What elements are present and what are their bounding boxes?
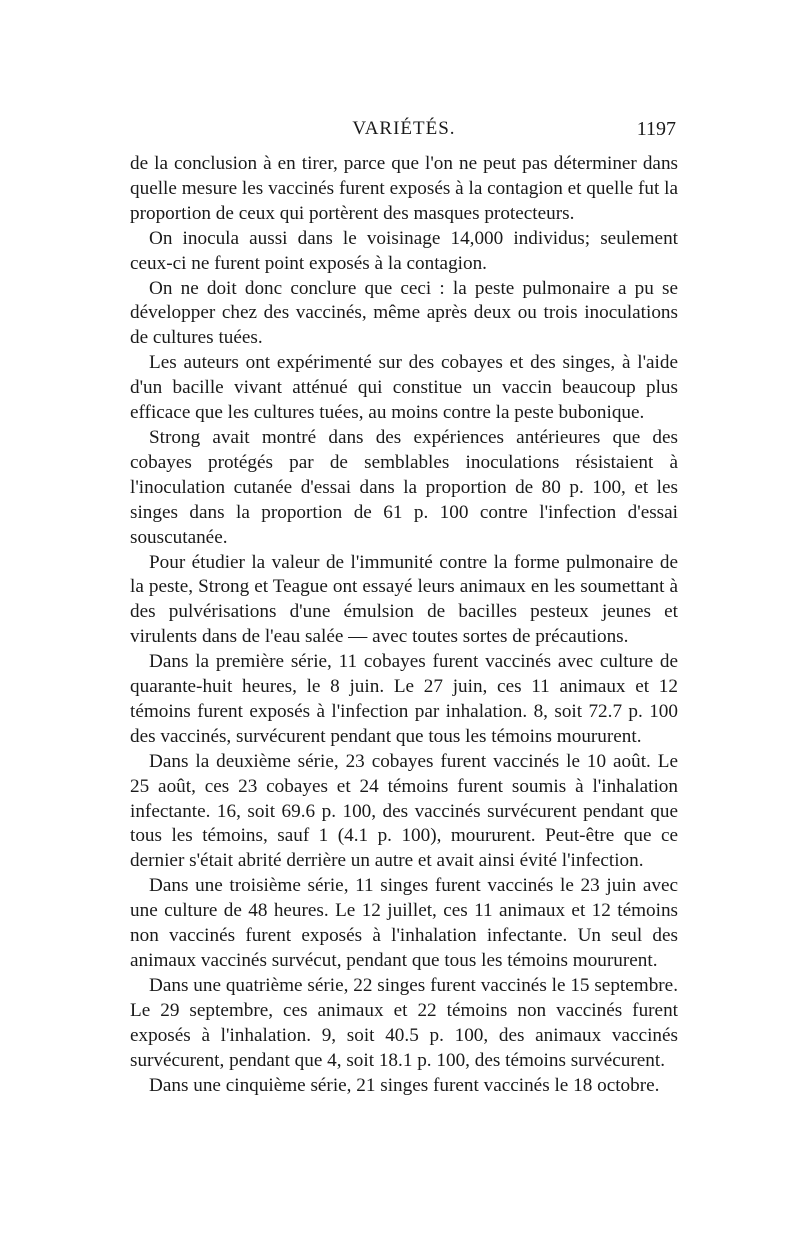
paragraph-7: Dans la première série, 11 cobayes furent vaccinés avec culture de quarante-huit heures, le 8 juin. Le 27 juin, ces 11 animaux et 12 témoins furent exposés à l'infection par inhalation. 8, soit 72.7 p. 100 des vaccinés, survécurent pendant que tous les témoins moururent. bbox=[130, 651, 678, 747]
paragraph-6: Pour étudier la valeur de l'immunité contre la forme pulmonaire de la peste, Strong et Teague ont essayé leurs animaux en les soumettant à des pulvérisations d'une émulsion de bacilles pesteux jeunes et virulents dans de l'eau salée — avec toutes sortes de précautions. bbox=[130, 551, 678, 648]
paragraph-1: de la conclusion à en tirer, parce que l'on ne peut pas déterminer dans quelle mesure les vaccinés furent exposés à la contagion et quelle fut la proportion de ceux qui portèrent des masques protecteurs. bbox=[130, 153, 678, 224]
book-page bbox=[130, 112, 678, 1098]
paragraph-3: On ne doit donc conclure que ceci : la peste pulmonaire a pu se développer chez des vaccinés, même après deux ou trois inoculations de cultures tuées. bbox=[130, 277, 678, 349]
paragraph-11: Dans une cinquième série, 21 singes furent vaccinés le 18 octobre. bbox=[149, 1074, 660, 1096]
paragraph-4: Les auteurs ont expérimenté sur des cobayes et des singes, à l'aide d'un bacille vivant atténué qui constitue un vaccin beaucoup plus efficace que les cultures tuées, au moins contre la peste bubonique. bbox=[130, 352, 678, 424]
paragraph-10: Dans une quatrième série, 22 singes furent vaccinés le 15 septembre. Le 29 septembre, ces animaux et 22 témoins non vaccinés furent exposés à l'inhalation. 9, soit 40.5 p. 100, des animaux vaccinés survécurent, pendant que 4, soit 18.1 p. 100, des témoins survécurent. bbox=[130, 974, 678, 1071]
page-number: 1197 bbox=[636, 118, 676, 140]
running-head bbox=[130, 112, 678, 148]
paragraph-5: Strong avait montré dans des expériences antérieures que des cobayes protégés par de semblables inoculations résistaient à l'inoculation cutanée d'essai dans la proportion de 80 p. 100, et les singes dans la proportion de 61 p. 100 contre l'infection d'essai souscutanée. bbox=[130, 426, 678, 548]
paragraph-9: Dans une troisième série, 11 singes furent vaccinés le 23 juin avec une culture de 48 heures. Le 12 juillet, ces 11 animaux et 12 témoins non vaccinés furent exposés à l'inhalation infectante. Un seul des animaux vaccinés survécut, pendant que tous les témoins moururent. bbox=[130, 875, 678, 971]
body-text bbox=[130, 152, 678, 1098]
running-title: VARIÉTÉS. bbox=[352, 118, 456, 139]
paragraph-8: Dans la deuxième série, 23 cobayes furent vaccinés le 10 août. Le 25 août, ces 23 cobayes et 24 témoins furent soumis à l'inhalation infectante. 16, soit 69.6 p. 100, des vaccinés survécurent pendant que tous les témoins, sauf 1 (4.1 p. 100), moururent. Peut-être que ce dernier s'était abrité derrière un autre et avait ainsi évité l'infection. bbox=[130, 750, 678, 872]
paragraph-2: On inocula aussi dans le voisinage 14,000 individus; seulement ceux-ci ne furent point exposés à la contagion. bbox=[130, 227, 678, 274]
